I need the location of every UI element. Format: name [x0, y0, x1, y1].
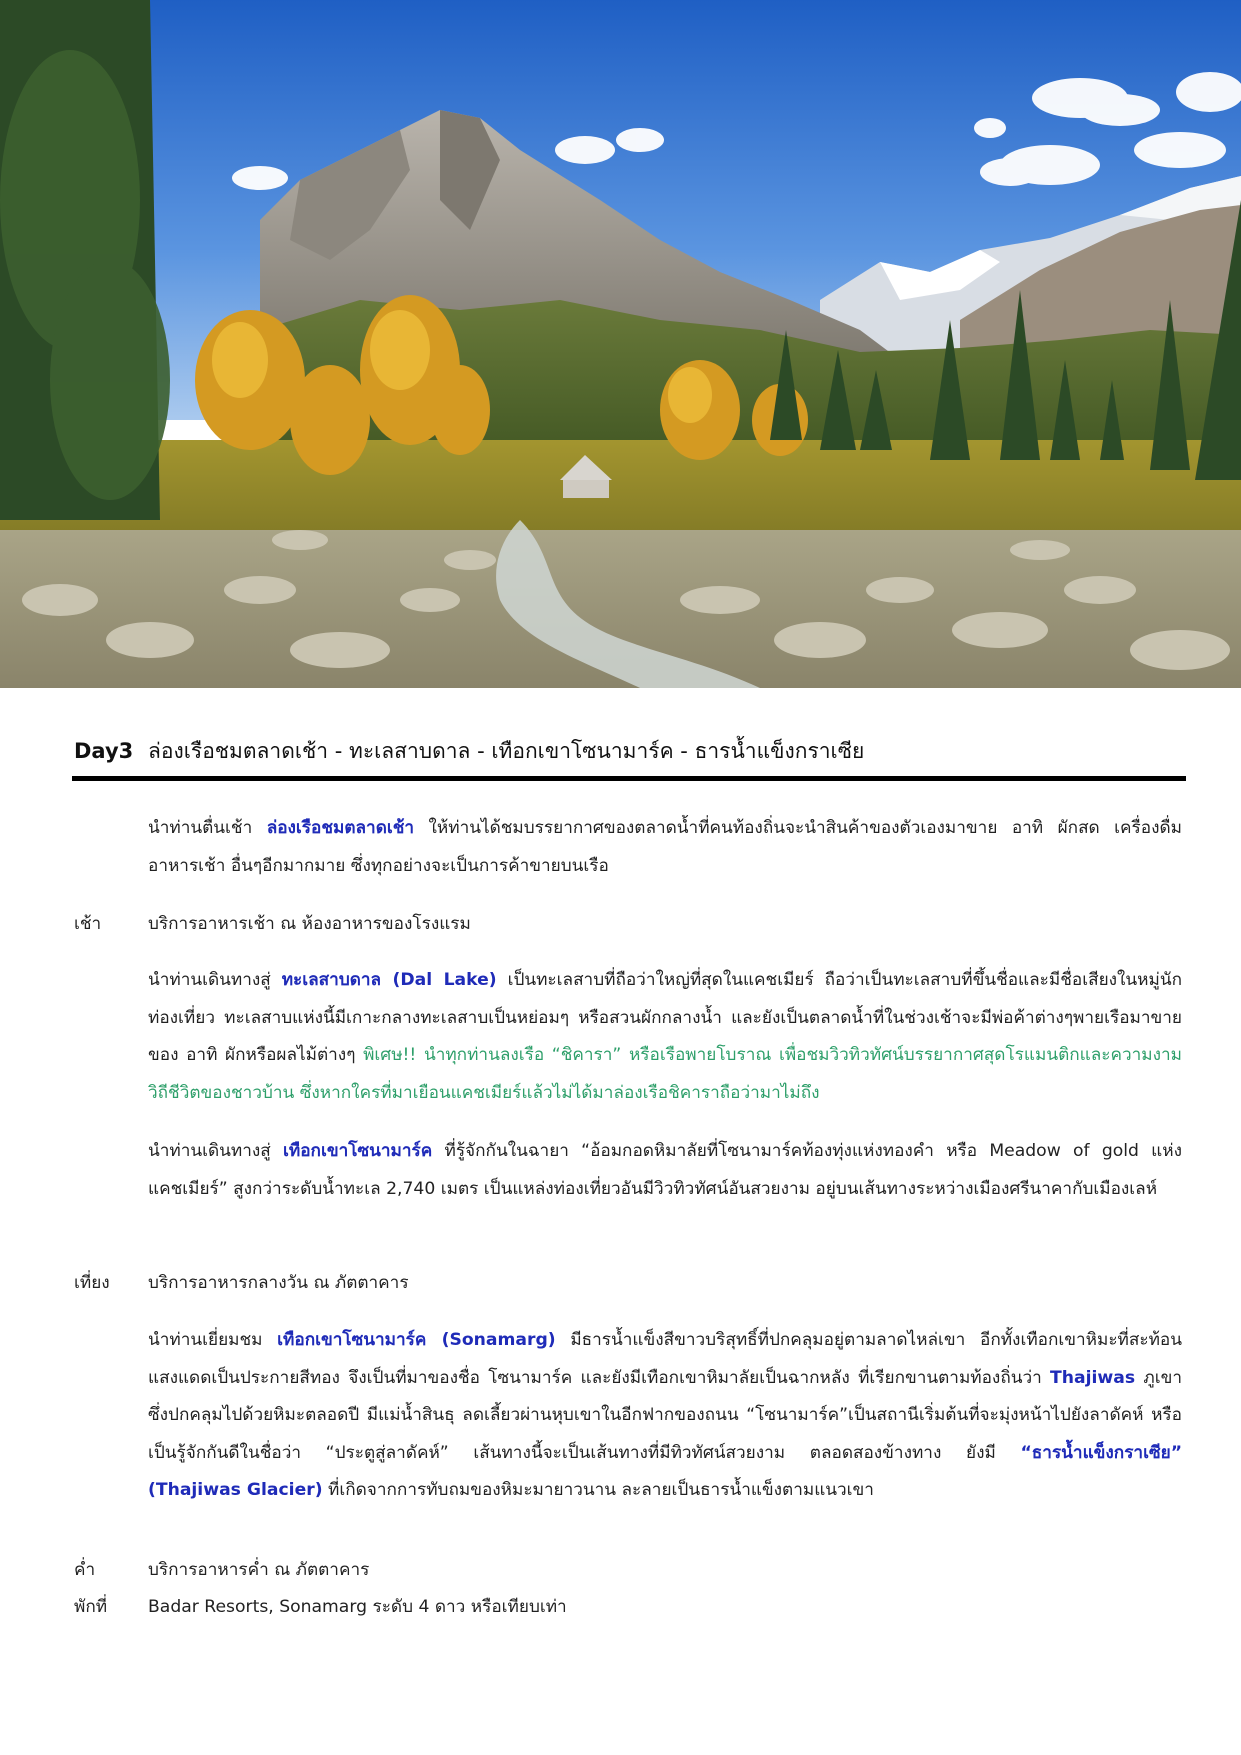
p4-highlight-glacier: “ธารน้ำแข็งกราเซีย” (Thajiwas Glacier) [148, 1442, 1182, 1500]
dinner-text: บริการอาหารค่ำ ณ ภัตตาคาร [148, 1560, 370, 1580]
breakfast-text: บริการอาหารเช้า ณ ห้องอาหารของโรงแรม [148, 914, 471, 934]
p3-text-1: นำท่านเดินทางสู่ [148, 1141, 284, 1161]
p4-text-3: ภูเขาซึ่งปกคลุมไปด้วยหิมะตลอดปี มีแม่น้ำสินธุ ลดเลี้ยวผ่านหุบเขาในอีกฟากของถนน “โซนามาร์ค”เป็นสถานีเริ่มต้นที่จะมุ่งหน้าไปยังลาดัคห์ หรือเป็นรู้จักกันดีในชื่อว่า “ประตูสู่ลาดัคห์” เส้นทางนี้จะเป็นเส้นทางที่มีทิวทัศน์สวยงาม ตลอดสองข้างทาง ยังมี [148, 1367, 1182, 1463]
p4-text-4: ที่เกิดจากการทับถมของหิมะมายาวนาน ละลายเป็นธารน้ำแข็งตามแนวเขา [322, 1480, 874, 1500]
heading-divider [72, 776, 1186, 781]
p3-highlight-sonamarg: เทือกเขาโซนามาร์ค [283, 1141, 433, 1161]
lunch-text: บริการอาหารกลางวัน ณ ภัตตาคาร [148, 1273, 409, 1293]
p4-text-2: มีธารน้ำแข็งสีขาวบริสุทธิ์ที่ปกคลุมอยู่ตามลาดไหล่เขา อีกทั้งเทือกเขาหิมะที่สะท้อนแสงแดดเป็นประกายสีทอง จึงเป็นที่มาของชื่อ โซนามาร์ค และยังมีเทือกเขาหิมาลัยเป็นฉากหลัง ที่เรียกขานตามท้องถิ่นว่า [148, 1330, 1183, 1388]
p3-text-2: ที่รู้จักกันในฉายา “อ้อมกอดหิมาลัยที่โซนามาร์คท้องทุ่งแห่งทองคำ หรือ Meadow of gold แห่งแคชเมียร์” สูงกว่าระดับน้ำทะเล 2,740 เมตร เป็นแหล่งท่องเที่ยวอันมีวิวทิวทัศน์อันสวยงาม อยู่บนเส้นทางระหว่างเมืองศรีนาคากับเมืองเลห์ [148, 1141, 1182, 1199]
p2-text-2: เป็นทะเลสาบที่ถือว่าใหญ่ที่สุดในแคชเมียร์ ถือว่าเป็นทะเลสาบที่ขึ้นชื่อและมีชื่อเสียงในหมู่นักท่องเที่ยว ทะเลสาบแห่งนี้มีเกาะกลางทะเลสาบเป็นหย่อมๆ หรือสวนผักกลางน้ำ และยังเป็นตลาดน้ำที่ในช่วงเช้าจะมีพ่อค้าต่างๆพายเรือมาขายของ อาทิ ผักหรือผลไม้ต่างๆ [148, 970, 1182, 1065]
glacier-paragraph [148, 1322, 1182, 1510]
p2-highlight-dal-lake: ทะเลสาบดาล (Dal Lake) [281, 970, 497, 990]
hero-photo [0, 0, 1241, 688]
breakfast-label: เช้า [74, 914, 102, 934]
morning-boat-paragraph [148, 810, 1182, 885]
p1-text-1: นำท่านตื่นเช้า [148, 818, 267, 838]
hotel-label: พักที่ [74, 1597, 108, 1617]
p4-highlight-sonamarg: เทือกเขาโซนามาร์ค (Sonamarg) [277, 1330, 556, 1350]
dal-lake-paragraph [148, 962, 1182, 1112]
mountain-valley-photo-icon [0, 0, 1241, 688]
p4-text-1: นำท่านเยี่ยมชม [148, 1330, 278, 1350]
p1-text-2: ให้ท่านได้ชมบรรยากาศของตลาดน้ำที่คนท้องถิ่นจะนำสินค้าของตัวเองมาขาย อาทิ ผักสด เครื่องดื่ม อาหารเช้า อื่นๆอีกมากมาย ซึ่งทุกอย่างจะเป็นการค้าขายบนเรือ [148, 818, 1182, 876]
p2-special-shikara: พิเศษ!! นำทุกท่านลงเรือ “ชิคารา” หรือเรือพายโบราณ เพื่อชมวิวทิวทัศน์บรรยากาศสุดโรแมนติกและความงามวิถีชีวิตของชาวบ้าน ซึ่งหากใครที่มาเยือนแคชเมียร์แล้วไม่ได้มาล่องเรือชิคาราถือว่ามาไม่ถึง [148, 1045, 1182, 1103]
p2-text-1: นำท่านเดินทางสู่ [148, 970, 282, 990]
lunch-label: เที่ยง [74, 1273, 110, 1293]
p1-highlight-boat-market: ล่องเรือชมตลาดเช้า [266, 818, 415, 838]
day-number: Day3 [74, 739, 134, 763]
day-title: ล่องเรือชมตลาดเช้า - ทะเลสาบดาล - เทือกเขาโซนามาร์ค - ธารน้ำแข็งกราเซีย [148, 739, 865, 763]
sonamarg-paragraph [148, 1133, 1182, 1208]
p4-highlight-thajiwas: Thajiwas [1050, 1367, 1136, 1388]
hotel-text: Badar Resorts, Sonamarg ระดับ 4 ดาว หรือเทียบเท่า [148, 1597, 567, 1617]
dinner-label: ค่ำ [74, 1560, 96, 1580]
day-heading [74, 736, 1184, 766]
